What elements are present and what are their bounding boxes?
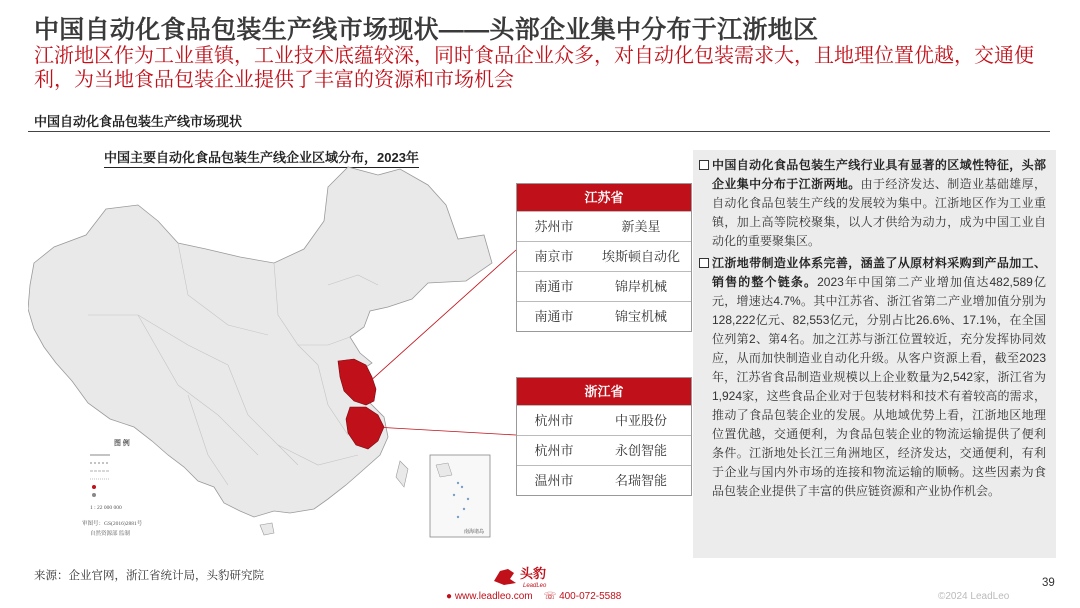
city-cell: 杭州市	[534, 413, 574, 428]
company-cell: 名瑞智能	[614, 473, 667, 488]
map-scale: 1 : 22 000 000	[90, 505, 122, 511]
city-cell: 温州市	[534, 473, 574, 488]
hainan-shape	[260, 523, 274, 535]
globe-icon: ●	[446, 591, 453, 602]
map-supervisor: 自然资源部 监制	[90, 531, 130, 537]
analysis-paragraph	[697, 254, 1046, 501]
company-cell: 锦岸机械	[614, 279, 667, 294]
company-cell: 中亚股份	[614, 413, 667, 428]
company-cell: 新美星	[621, 219, 661, 234]
analysis-paragraph	[697, 156, 1046, 251]
source-note: 来源：企业官网，浙江省统计局，头豹研究院	[34, 570, 264, 582]
table-row	[517, 241, 691, 271]
analysis-heading: 中国自动化食品包装生产线行业具有显著的区域性特征，头部企业集中分布于江浙两地。	[712, 158, 1046, 191]
table-row	[517, 465, 691, 495]
taiwan-shape	[396, 461, 408, 487]
table-row	[517, 405, 691, 435]
china-mainland-shape	[28, 167, 492, 517]
company-cell: 锦宝机械	[614, 309, 667, 324]
city-cell: 苏州市	[534, 219, 574, 234]
analysis-heading: 江浙地带制造业体系完善，涵盖了从原材料采购到产品加工、销售的整个链条。	[712, 256, 1046, 289]
copyright: ©2024 LeadLeo	[938, 591, 1010, 602]
city-cell: 杭州市	[534, 443, 574, 458]
logo-subtext: LeadLeo	[523, 583, 547, 589]
table-row	[517, 301, 691, 331]
footer-contact	[446, 591, 621, 602]
checkbox-bullet-icon	[699, 258, 709, 268]
table-row	[517, 435, 691, 465]
table-row	[517, 211, 691, 241]
china-map	[28, 165, 518, 550]
phone-icon: ☏	[543, 591, 557, 602]
south-china-sea-inset	[430, 455, 490, 537]
legend-title: 图 例	[114, 439, 130, 447]
city-cell: 南通市	[534, 279, 574, 294]
page-subtitle: 江浙地区作为工业重镇，工业技术底蕴较深，同时食品企业众多，对自动化包装需求大，且地理位置优越，交通便利，为当地食品包装企业提供了丰富的资源和市场机会	[34, 45, 1034, 91]
page-number: 39	[1042, 577, 1055, 589]
jiangsu-company-table	[516, 183, 692, 332]
map-approval-number: 审图号：GS(2016)2881号	[82, 521, 143, 527]
table-row	[517, 271, 691, 301]
chart-title: 中国主要自动化食品包装生产线企业区域分布，2023年	[104, 147, 419, 168]
page-title: 中国自动化食品包装生产线市场现状——头部企业集中分布于江浙地区	[34, 16, 819, 44]
section-label: 中国自动化食品包装生产线市场现状	[34, 114, 243, 129]
leopard-icon	[494, 569, 516, 585]
logo-text: 头豹	[520, 566, 547, 581]
leadleo-logo	[490, 561, 560, 591]
company-cell: 埃斯顿自动化	[601, 249, 680, 264]
city-cell: 南通市	[534, 309, 574, 324]
analysis-body: 由于经济发达、制造业基础雄厚，自动化食品包装生产线的发展较为集中。江浙地区作为工业重镇，加上高等院校聚集，以人才供给为动力，成为中国工业自动化的重要聚集区。	[712, 177, 1046, 248]
company-cell: 永创智能	[614, 443, 667, 458]
province-header-zhejiang: 浙江省	[517, 378, 691, 405]
map-legend	[82, 438, 143, 537]
checkbox-bullet-icon	[699, 160, 709, 170]
website-link[interactable]: www.leadleo.com	[454, 591, 533, 602]
province-header-jiangsu: 江苏省	[517, 184, 691, 211]
zhejiang-company-table	[516, 377, 692, 496]
inset-label: 南海诸岛	[464, 529, 485, 535]
phone-number: 400-072-5588	[559, 591, 622, 602]
section-divider	[28, 131, 1050, 132]
city-cell: 南京市	[534, 249, 574, 264]
analysis-panel	[693, 150, 1056, 558]
analysis-body: 2023年中国第二产业增加值达482,589亿元，增速达4.7%。其中江苏省、浙江省第二产业增加值分别为128,222亿元、82,553亿元，分别占比26.6%、17.1%，在全国位列第2、第4名。加之江苏与浙江位置较近，充分发挥协同效应，从而加快制造业自动化升级。从客户资源上看，截至2023年，江苏省食品制造业规模以上企业数量为2,542家，浙江省为1,924家，这些食品企业对于包装材料和技术有着较高的需求，推动了食品包装企业的发展。从地域优势上看，江浙地区地理位置优越，交通便利，为食品包装企业的物流运输提供了便利条件。江浙地处长江三角洲地区，经济发达，交通便利，有利于企业与国内外市场的连接和物流运输的顺畅。这些因素为食品包装企业提供了丰富的供应链资源和产业协作机会。	[712, 275, 1046, 498]
